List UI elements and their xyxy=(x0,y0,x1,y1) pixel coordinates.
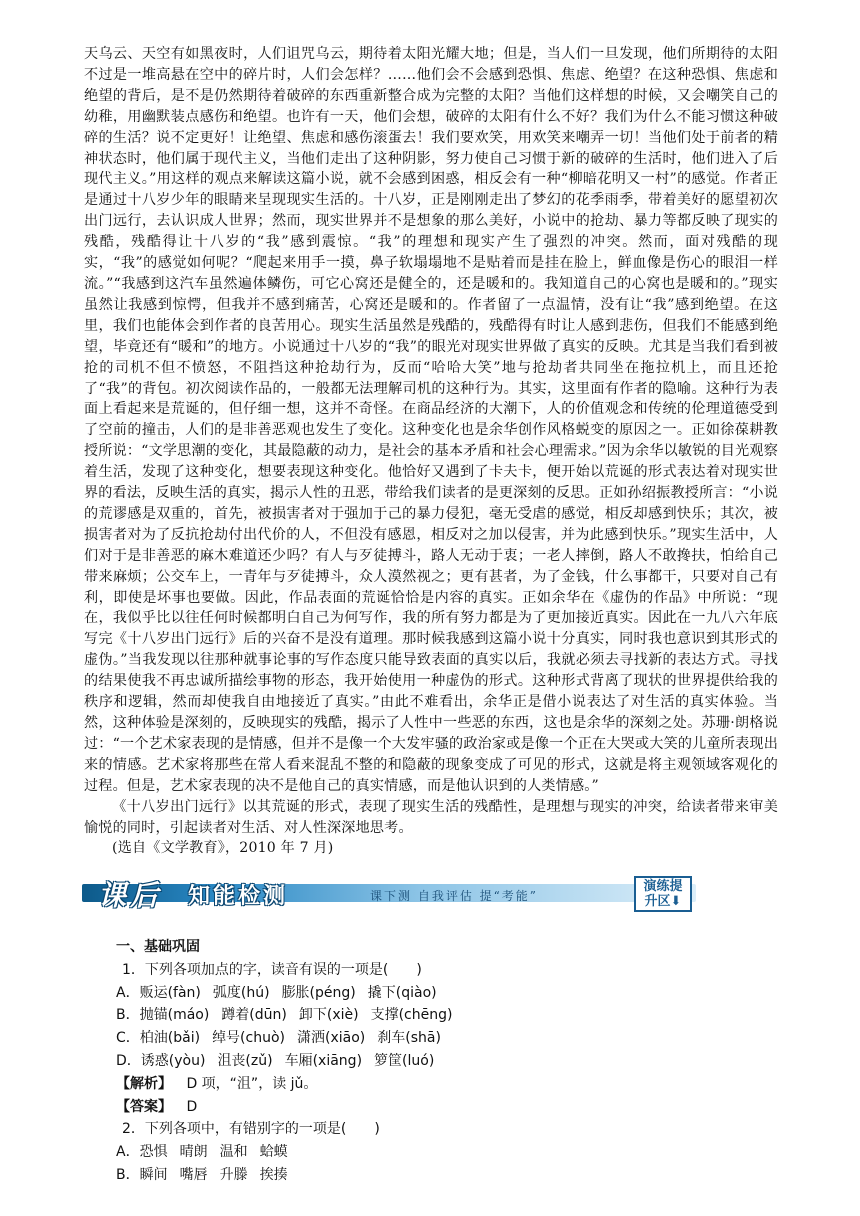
option-d-2: 沮丧(zǔ) xyxy=(217,1052,273,1069)
option-b-3: 升滕 xyxy=(219,1166,248,1183)
article-paragraph: 天乌云、天空有如黑夜时，人们诅咒乌云，期待着太阳光耀大地；但是，当人们一旦发现，他们所期待的太阳不过是一堆高悬在空中的碎片时，人们会怎样？……他们会不会感到恐惧、焦虑、绝望？在这种恐惧、焦虑和绝望的背后，是不是仍然期待着破碎的东西重新整合成为完整的太阳？当他们这样想的时候，又会嘲笑自己的幼稚，用幽默装点感伤和绝望。也许有一天，他们会想，破碎的太阳有什么不好？我们为什么不能习惯这种破碎的生活？说不定更好！让绝望、焦虑和感伤滚蛋去！我们要欢笑，用欢笑来嘲弄一切！当他们处于前者的精神状态时，他们属于现代主义，当他们走出了这种阴影，努力使自己习惯于新的破碎的生活时，他们进入了后现代主义。”用这样的观点来解读这篇小说，就不会感到困惑，相反会有一种“柳暗花明又一村”的感觉。作者正是通过十八岁少年的眼睛来呈现现实生活的。十八岁，正是刚刚走出了梦幻的花季雨季，带着美好的愿望初次出门远行，去认识成人世界；然而，现实世界并不是想象的那么美好，小说中的抢劫、暴力等都反映了现实的残酷，残酷得让十八岁的“我”感到震惊。“我”的理想和现实产生了强烈的冲突。然而，面对残酷的现实，“我”的感觉如何呢？“爬起来用手一摸，鼻子软塌塌地不是贴着而是挂在脸上，鲜血像是伤心的眼泪一样流。”“我感到这汽车虽然遍体鳞伤，可它心窝还是健全的，还是暖和的。我知道自己的心窝也是暖和的。”现实虽然让我感到惊愕，但我并不感到痛苦，心窝还是暖和的。作者留了一点温情，没有让“我”感到绝望。在这里，我们也能体会到作者的良苦用心。现实生活虽然是残酷的，残酷得有时让人感到悲伤，但我们不能感到绝望，毕竟还有“暖和”的地方。小说通过十八岁的“我”的眼光对现实世界做了真实的反映。尤其是当我们看到被抢的司机不但不愤怒，不阻挡这种抢劫行为，反而“哈哈大笑”地与抢劫者共同坐在拖拉机上，而且还抢了“我”的背包。初次阅读作品的，一般都无法理解司机的这种行为。其实，这里面有作者的隐喻。这种行为表面上看起来是荒诞的，但仔细一想，这并不奇怪。在商品经济的大潮下，人的价值观念和传统的伦理道德受到了空前的撞击，人们的是非善恶观也发生了变化。这种变化也是余华创作风格蜕变的原因之一。正如徐葆耕教授所说：“文学思潮的变化，其最隐蔽的动力，是社会的基本矛盾和社会心理需求。”因为余华以敏锐的目光观察着生活，发现了这种变化，想要表现这种变化。他恰好又遇到了卡夫卡，便开始以荒诞的形式表达着对现实世界的看法，反映生活的真实，揭示人性的丑恶，带给我们读者的是更深刻的反思。正如孙绍振教授所言：“小说的荒谬感是双重的，首先，被损害者对于强加于己的暴力侵犯，毫无受虐的感觉，相反却感到快乐；其次，被损害者对为了反抗抢劫付出代价的人，不但没有感恩，相反对之加以侵害，并为此感到快乐。”现实生活中，人们对于是非善恶的麻木难道还少吗？有人与歹徒搏斗，路人无动于衷；一老人摔倒，路人不敢搀扶，怕给自己带来麻烦；公交车上，一青年与歹徒搏斗，众人漠然视之；更有甚者，为了金钱，什么事都干，只要对自己有利，即使是坏事也要做。因此，作品表面的荒诞恰恰是内容的真实。正如余华在《虚伪的作品》中所说：“现在，我似乎比以往任何时候都明白自己为何写作，我的所有努力都是为了更加接近真实。因此在一九八六年底写完《十八岁出门远行》后的兴奋不是没有道理。那时候我感到这篇小说十分真实，同时我也意识到其形式的虚伪。”当我发现以往那种就事论事的写作态度只能导致表面的真实以后，我就必须去寻找新的表达方式。寻找的结果使我不再忠诚所描绘事物的形态，我开始使用一种虚伪的形式。这种形式背离了现状的世界提供给我的秩序和逻辑，然而却使我自由地接近了真实。”由此不难看出，余华正是借小说表达了对生活的真实体验。当然，这种体验是深刻的，反映现实的残酷，揭示了人性中一些恶的东西，这也是余华的深刻之处。苏珊·朗格说过：“一个艺术家表现的是情感，但并不是像一个大发牢骚的政治家或是像一个正在大哭或大笑的儿童所表现出来的情感。艺术家将那些在常人看来混乱不整的和隐蔽的现象变成了可见的形式，这就是将主观领域客观化的过程。但是，艺术家表现的决不是他自己的真实情感，而是他认识到的人类情感。” xyxy=(84,46,778,794)
article-paragraph: 《十八岁出门远行》以其荒诞的形式，表现了现实生活的残酷性，是理想与现实的冲突，给读者带来审美愉悦的同时，引起读者对生活、对人性深深地思考。 xyxy=(84,798,778,836)
option-b-3: 卸下(xiè) xyxy=(298,1007,359,1024)
option-b-4: 支撑(chēng) xyxy=(370,1007,453,1024)
section-heading: 一、基础巩固 xyxy=(116,939,200,955)
section-banner xyxy=(82,876,696,912)
option-a-3: 温和 xyxy=(219,1144,248,1161)
option-row xyxy=(116,1004,756,1027)
answer-label: 【答案】 xyxy=(116,1098,172,1115)
option-c-1: C．柏油(bǎi) xyxy=(116,1030,201,1047)
badge-line-1: 演练提 xyxy=(643,879,683,894)
analysis-label: 【解析】 xyxy=(116,1075,172,1092)
option-row xyxy=(116,1050,756,1073)
answer-row xyxy=(116,1096,756,1119)
option-d-1: D．诱惑(yòu) xyxy=(116,1052,206,1069)
arrow-down-icon: ⬇ xyxy=(670,894,682,909)
option-b-1: B．瞬间 xyxy=(116,1166,168,1183)
option-c-3: 潇洒(xiāo) xyxy=(297,1030,366,1047)
option-a-2: 晴朗 xyxy=(179,1144,208,1161)
analysis-row xyxy=(116,1073,756,1096)
banner-title-big: 课后 xyxy=(98,879,163,912)
option-a-1: A．贩运(fàn) xyxy=(116,984,201,1001)
option-a-4: 撬下(qiào) xyxy=(367,984,437,1001)
option-a-1: A．恐惧 xyxy=(116,1144,168,1161)
answer-text: D xyxy=(186,1098,198,1115)
option-a-2: 弧度(hú) xyxy=(212,984,270,1001)
article-body xyxy=(84,44,778,859)
question-stem: 1．下列各项加点的字，读音有误的一项是( ) xyxy=(122,961,422,978)
badge-line-2: 升区 xyxy=(644,894,671,909)
option-a-3: 膨胀(péng) xyxy=(281,984,356,1001)
option-b-1: B．抛锚(máo) xyxy=(116,1007,210,1024)
option-row xyxy=(116,1141,756,1164)
option-c-2: 绰号(chuò) xyxy=(212,1030,285,1047)
option-b-4: 挨揍 xyxy=(259,1166,288,1183)
article-source: (选自《文学教育》，2010 年 7 月) xyxy=(112,840,334,857)
practice-badge xyxy=(634,876,692,912)
option-d-3: 车厢(xiāng) xyxy=(284,1052,363,1069)
option-row xyxy=(116,1164,756,1187)
exercise-section xyxy=(116,936,756,1187)
option-row xyxy=(116,982,756,1005)
banner-title-small: 知能检测 xyxy=(188,883,289,909)
option-c-4: 刹车(shā) xyxy=(377,1030,441,1047)
option-a-4: 蛤蟆 xyxy=(259,1144,288,1161)
banner-subtitle: 课下测 自我评估 提“考能” xyxy=(370,889,538,903)
option-d-4: 箩筐(luó) xyxy=(374,1052,435,1069)
option-b-2: 嘴唇 xyxy=(179,1166,208,1183)
option-b-2: 蹲着(dūn) xyxy=(221,1007,287,1024)
analysis-text: D 项，“沮”，读 jǔ。 xyxy=(186,1075,318,1092)
option-row xyxy=(116,1027,756,1050)
question-stem: 2．下列各项中，有错别字的一项是( ) xyxy=(122,1121,380,1138)
